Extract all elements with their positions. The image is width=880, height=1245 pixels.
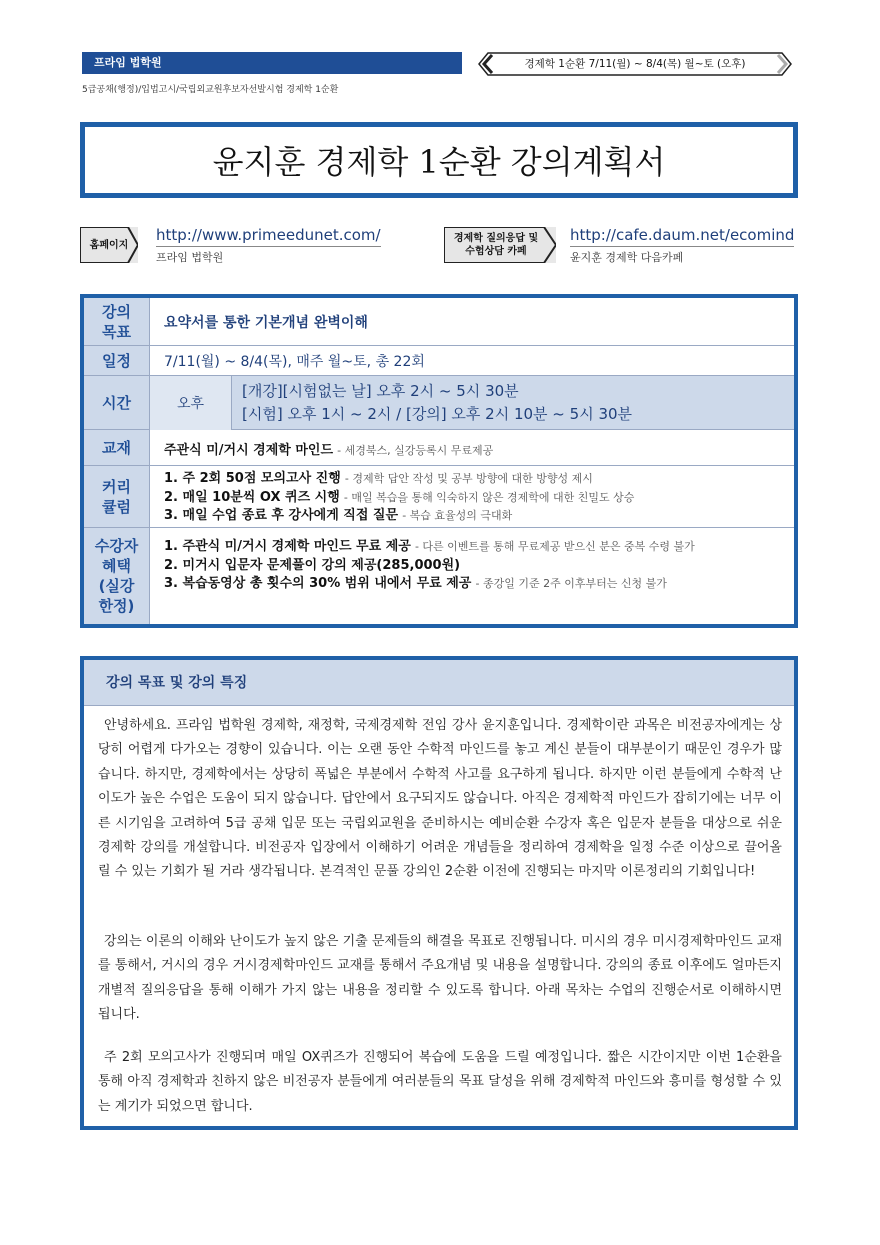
curriculum-item: 3. 매일 수업 종료 후 강사에게 직접 질문 - 복습 효율성의 극대화 [164, 508, 513, 523]
textbook-value [164, 439, 788, 458]
time-label: 시간 [84, 376, 150, 429]
schedule-value: 7/11(월) ~ 8/4(목), 매주 월~토, 총 22회 [164, 354, 425, 370]
curriculum-row [84, 466, 794, 528]
textbook-label: 교재 [84, 430, 150, 465]
time-line-1: [개강][시험없는 날] 오후 2시 ~ 5시 30분 [242, 382, 519, 400]
textbook-note: - 세경북스, 실강등록시 무료제공 [337, 444, 494, 457]
homepage-tag-label: 홈페이지 [89, 239, 129, 251]
cafe-desc: 윤지훈 경제학 다음카페 [570, 251, 684, 264]
goal-label: 강의 목표 [84, 298, 150, 345]
textbook-row [84, 430, 794, 466]
homepage-desc: 프라임 법학원 [156, 251, 224, 264]
course-info-table [80, 294, 798, 628]
feature-heading: 강의 목표 및 강의 특징 [84, 660, 794, 706]
time-line-2: [시험] 오후 1시 ~ 2시 / [강의] 오후 2시 10분 ~ 5시 30분 [242, 405, 633, 423]
brand-name: 프라임 법학원 [94, 56, 162, 69]
curriculum-label: 커리 큘럼 [84, 466, 150, 527]
cafe-tag-label [454, 232, 538, 258]
benefit-item: 2. 미거시 입문자 문제풀이 강의 제공(285,000원) [164, 557, 461, 573]
cafe-tag-line1: 경제학 질의응답 및 [453, 233, 539, 244]
schedule-row [84, 346, 794, 376]
curriculum-list [164, 470, 788, 526]
goal-row [84, 298, 794, 346]
curriculum-item: 1. 주 2회 50점 모의고사 진행 - 경제학 답안 작성 및 공부 방향에 대한 방향성 제시 [164, 471, 593, 486]
goal-value: 요약서를 통한 기본개념 완벽이해 [164, 315, 368, 331]
time-sub-label: 오후 [150, 376, 232, 430]
homepage-tag [80, 227, 138, 263]
cafe-tag [444, 227, 556, 263]
period-badge [478, 52, 792, 76]
cafe-tag-line2: 수험상담 카페 [465, 246, 527, 257]
curriculum-item: 2. 매일 10분씩 OX 퀴즈 시행 - 매일 복습을 통해 익숙하지 않은 경제학에 대한 친밀도 상승 [164, 489, 635, 505]
feature-paragraph-1: 안녕하세요. 프라임 법학원 경제학, 재정학, 국제경제학 전임 강사 윤지훈입니다. 경제학이란 과목은 비전공자에게는 상당히 어렵게 다가오는 경향이 있습니다. 이는 오랜 동안 수학적 마인드를 놓고 계신 분들이 대부분이기 때문인 경우가 많습니다. 하지만, 경제학에서는 상당히 폭넓은 부분에서 수학적 사고를 요구하게 됩니다. 하지만 이런 분들에게 수학적 난이도가 높은 수업은 도움이 되지 않습니다. 답안에서 요구되지도 않습니다. 아직은 경제학적 마인드가 잡히기에는 너무 이른 시기임을 고려하여 5급 공채 입문 또는 국립외교원을 준비하시는 예비순환 수강자 혹은 입문자 분들을 대상으로 쉬운 경제학 강의를 개설합니다. 비전공자 입장에서 이해하기 어려운 개념들을 정리하여 경제학을 일정 수준 이상으로 끌어올릴 수 있는 기회가 될 거라 생각됩니다. 본격적인 문풀 강의인 2순환 이전에 진행되는 마지막 이론정리의 기회입니다! [98, 718, 782, 880]
page-title: 윤지훈 경제학 1순환 강의계획서 [80, 122, 798, 198]
course-feature-section [80, 656, 798, 1130]
course-line: 5급공채(행정)/입법고시/국립외교원후보자선발시험 경제학 1순환 [82, 85, 339, 95]
feature-paragraph-3: 주 2회 모의고사가 진행되며 매일 OX퀴즈가 진행되어 복습에 도움을 드릴 예정입니다. 짧은 시간이지만 이번 1순환을 통해 아직 경제학과 친하지 않은 비전공자 분들에게 여러분들의 목표 달성을 위해 경제학적 마인드와 흥미를 형성할 수 있는 계기가 되었으면 합니다. [98, 1050, 782, 1114]
brand-bar [82, 52, 462, 74]
benefit-row [84, 528, 794, 624]
benefit-item: 3. 복습동영상 총 횟수의 30% 범위 내에서 무료 제공 - 종강일 기준 2주 이후부터는 신청 불가 [164, 576, 667, 591]
time-row [84, 376, 794, 430]
benefit-item: 1. 주관식 미/거시 경제학 마인드 무료 제공 - 다른 이벤트를 통해 무료제공 받으신 분은 중복 수령 불가 [164, 539, 695, 554]
textbook-title: 주관식 미/거시 경제학 마인드 [164, 443, 334, 458]
feature-paragraph-2: 강의는 이론의 이해와 난이도가 높지 않은 기출 문제들의 해결을 목표로 진행됩니다. 미시의 경우 미시경제학마인드 교재를 통해서, 거시의 경우 거시경제학마인드 교재를 통해서 주요개념 및 내용을 설명합니다. 강의의 종료 이후에도 얼마든지 개별적 질의응답을 통해 이해가 가지 않는 내용을 정리할 수 있도록 합니다. 아래 목차는 수업의 진행순서로 이해하시면 됩니다. [98, 934, 782, 1023]
schedule-label: 일정 [84, 346, 150, 375]
benefit-label: 수강자 혜택 (실강 한정) [84, 528, 150, 624]
time-values [242, 380, 632, 426]
cafe-link[interactable]: http://cafe.daum.net/ecomind [570, 226, 794, 247]
period-text: 경제학 1순환 7/11(월) ~ 8/4(목) 월~토 (오후) [524, 58, 746, 70]
benefit-list [164, 538, 788, 594]
homepage-link[interactable]: http://www.primeedunet.com/ [156, 226, 381, 247]
